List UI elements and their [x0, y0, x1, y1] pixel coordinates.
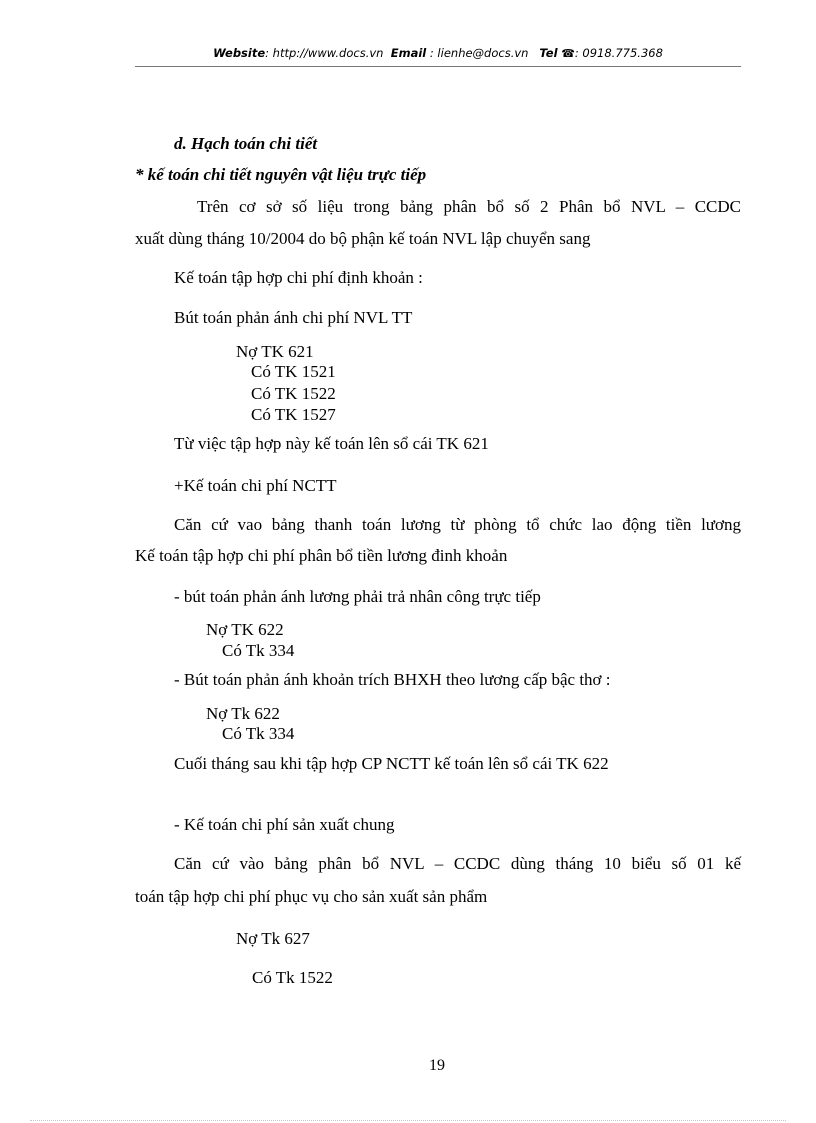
paragraph-11-line-2: toán tập hợp chi phí phục vụ cho sản xuất sản phẩm	[135, 887, 488, 906]
header-tel-value: : 0918.775.368	[574, 46, 663, 60]
entry-1-debit: Nợ TK 621	[236, 342, 314, 361]
paragraph-6-line-2: Kế toán tập hợp chi phí phân bổ tiền lương đinh khoản	[135, 546, 508, 565]
paragraph-2: Kế toán tập hợp chi phí định khoản :	[174, 268, 423, 287]
page-number: 19	[429, 1057, 445, 1074]
paragraph-6-line-1: Căn cứ vao bảng thanh toán lương từ phòng tổ chức lao động tiền lương	[174, 515, 741, 534]
entry-2-credit: Có Tk 334	[222, 641, 295, 660]
paragraph-4: Từ việc tập hợp này kế toán lên sổ cái TK 621	[174, 434, 489, 453]
page-header	[135, 46, 741, 60]
entry-1-credit-2: Có TK 1522	[251, 384, 336, 403]
header-email-label: Email	[390, 46, 427, 60]
page-bottom-edge	[30, 1120, 786, 1121]
paragraph-9: Cuối tháng sau khi tập hợp CP NCTT kế toán lên sổ cái TK 622	[174, 754, 609, 773]
header-website-label: Website	[213, 46, 266, 60]
section-heading: d. Hạch toán chi tiết	[174, 134, 318, 153]
paragraph-8: - Bút toán phản ánh khoản trích BHXH theo lương cấp bậc thơ :	[174, 670, 611, 689]
paragraph-1-line-1: Trên cơ sở số liệu trong bảng phân bổ số 2 Phân bổ NVL – CCDC	[197, 197, 741, 216]
phone-icon: ☎	[561, 47, 575, 60]
entry-4-credit: Có Tk 1522	[252, 968, 333, 987]
entry-4-debit: Nợ Tk 627	[236, 929, 310, 948]
entry-3-debit: Nợ Tk 622	[206, 704, 280, 723]
subsection-heading: * kế toán chi tiết nguyên vật liệu trực tiếp	[135, 165, 427, 184]
paragraph-3: Bút toán phản ánh chi phí NVL TT	[174, 308, 413, 327]
paragraph-10: - Kế toán chi phí sản xuất chung	[174, 815, 395, 834]
paragraph-1-line-2: xuất dùng tháng 10/2004 do bộ phận kế toán NVL lập chuyển sang	[135, 229, 591, 248]
paragraph-5: +Kế toán chi phí NCTT	[174, 476, 337, 495]
entry-3-credit: Có Tk 334	[222, 724, 295, 743]
entry-2-debit: Nợ TK 622	[206, 620, 284, 639]
paragraph-7: - bút toán phản ánh lương phải trả nhân công trực tiếp	[174, 587, 541, 606]
header-tel-label: Tel	[539, 46, 558, 60]
entry-1-credit-3: Có TK 1527	[251, 405, 336, 424]
paragraph-11-line-1: Căn cứ vào bảng phân bổ NVL – CCDC dùng tháng 10 biểu số 01 kế	[174, 854, 741, 873]
header-divider	[135, 66, 741, 67]
header-email-value: : lienhe@docs.vn	[426, 46, 529, 60]
entry-1-credit-1: Có TK 1521	[251, 362, 336, 381]
header-website-value: : http://www.docs.vn	[265, 46, 384, 60]
